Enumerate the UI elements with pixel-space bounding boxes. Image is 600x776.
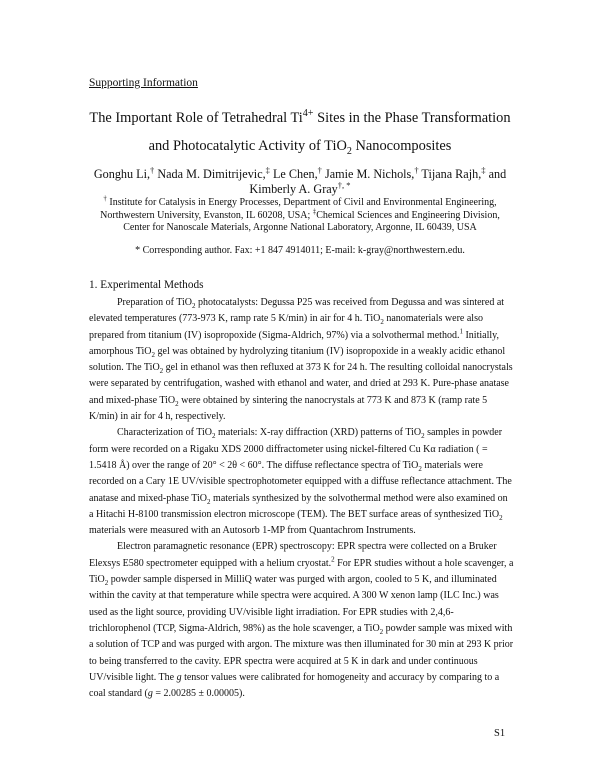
supporting-information-label: Supporting Information <box>89 77 198 89</box>
paragraph-epr: Electron paramagnetic resonance (EPR) spectroscopy: EPR spectra were collected on a Bruker Elexsys E580 spectrometer equipped with a helium cryostat.$^2$ For EPR studies without a hole scavenger, a TiO$_2$ powder sample dispersed in MilliQ water was purged with argon, cooled to 5 K, and illuminated within the cavity at that temperature while spectra were acquired. A 300 W xenon lamp (ILC Inc.) was used as the light source, providing UV/visible light irradiation. For EPR studies with 2,4,6-trichlorophenol (TCP, Sigma-Aldrich, 98%) as the hole scavenger, a TiO$_2$ powder sample was mixed with a solution of TCP and was purged with argon. The mixture was then illuminated for 30 min at 293 K prior to being transferred to the cavity. EPR spectra were acquired at 5 K in dark and under continuous UV/visible light. The g tensor values were calibrated for homogeneity and accuracy by comparing to a coal standard (g = 2.00285 ± 0.00005). <box>89 541 514 700</box>
paper-title <box>60 104 540 160</box>
corresponding-author-note: * Corresponding author. Fax: +1 847 4914011; E-mail: k-gray@northwestern.edu. <box>135 245 465 256</box>
page-number: S1 <box>494 728 506 739</box>
author-name: Tijana Rajh, <box>418 167 482 181</box>
paragraph-characterization: Characterization of TiO$_2$ materials: X-ray diffraction (XRD) patterns of TiO$_2$ samples in powder form were recorded on a Rigaku XDS 2000 diffractometer using nickel-filtered Cu Kα radiation ( = 1.5418 Å) over the range of 20° < 2θ < 60°. The diffuse reflectance spectra of TiO$_2$ materials were recorded on a Cary 1E UV/visible spectrophotometer equipped with a diffuse reflectance attachment. The anatase and mixed-phase TiO$_2$ materials synthesized by the solvothermal method were also examined on a Hitachi H-8100 transmission electron microscope (TEM). The BET surface areas of synthesized TiO$_2$ materials were measured with an Autosorb 1-MP from Quantachrom Instruments. <box>89 427 512 537</box>
reference-marker: 2 <box>331 555 335 564</box>
reference-marker: 1 <box>459 327 463 336</box>
author-list <box>70 164 530 197</box>
author-name: Gonghu Li, <box>93 167 151 181</box>
title-line-2: and Photocatalytic Activity of TiO$_2$ Nanocomposites <box>148 138 452 157</box>
paragraph-preparation: Preparation of TiO$_2$ photocatalysts: Degussa P25 was received from Degussa and was sintered at elevated temperatures (773-973 K, ramp rate 5 K/min) in air for 4 h. TiO$_2$ nanomaterials were also prepared from titanium (IV) isopropoxide (Sigma-Aldrich, 97%) via a solvothermal method.$^1$ Initially, amorphous TiO$_2$ gel was obtained by hydrolyzing titanium (IV) isopropoxide in a weakly acidic ethanol solution. The TiO$_2$ gel in ethanol was then refluxed at 373 K for 24 h. The resulting colloidal nanocrystals were separated by centrifugation, washed with ethanol and water, and dried at 293 K. Pure-phase anatase and mixed-phase TiO$_2$ were obtained by sintering the nanocrystals at 773 K and 873 K (ramp rate 5 K/min) in air for 4 h, respectively. <box>89 297 513 423</box>
affiliations: † Institute for Catalysis in Energy Processes, Department of Civil and Environmental Engineering, Northwestern University, Evanston, IL 60208, USA; ‡Chemical Sciences and Engineering Division, Center for Nanoscale Materials, Argonne National Laboratory, Argonne, IL 60439, USA <box>100 194 500 234</box>
title-line-1: The Important Role of Tetrahedral $Ti^{4+}$ Sites in the Phase Transformation <box>89 108 511 126</box>
author-line-1: Gonghu Li,† Nada M. Dimitrijevic,‡ Le Chen,† Jamie M. Nichols,† Tijana Rajh,‡ and <box>93 164 507 181</box>
author-name: Nada M. Dimitrijevic, <box>154 167 266 181</box>
section-heading: 1. Experimental Methods <box>89 279 204 291</box>
body-text <box>89 295 514 702</box>
author-name: Le Chen, <box>269 167 318 181</box>
author-name: Kimberly A. Gray <box>249 182 338 196</box>
author-name: Jamie M. Nichols, <box>321 167 415 181</box>
author-line-2: Kimberly A. Gray†, * <box>249 179 351 196</box>
